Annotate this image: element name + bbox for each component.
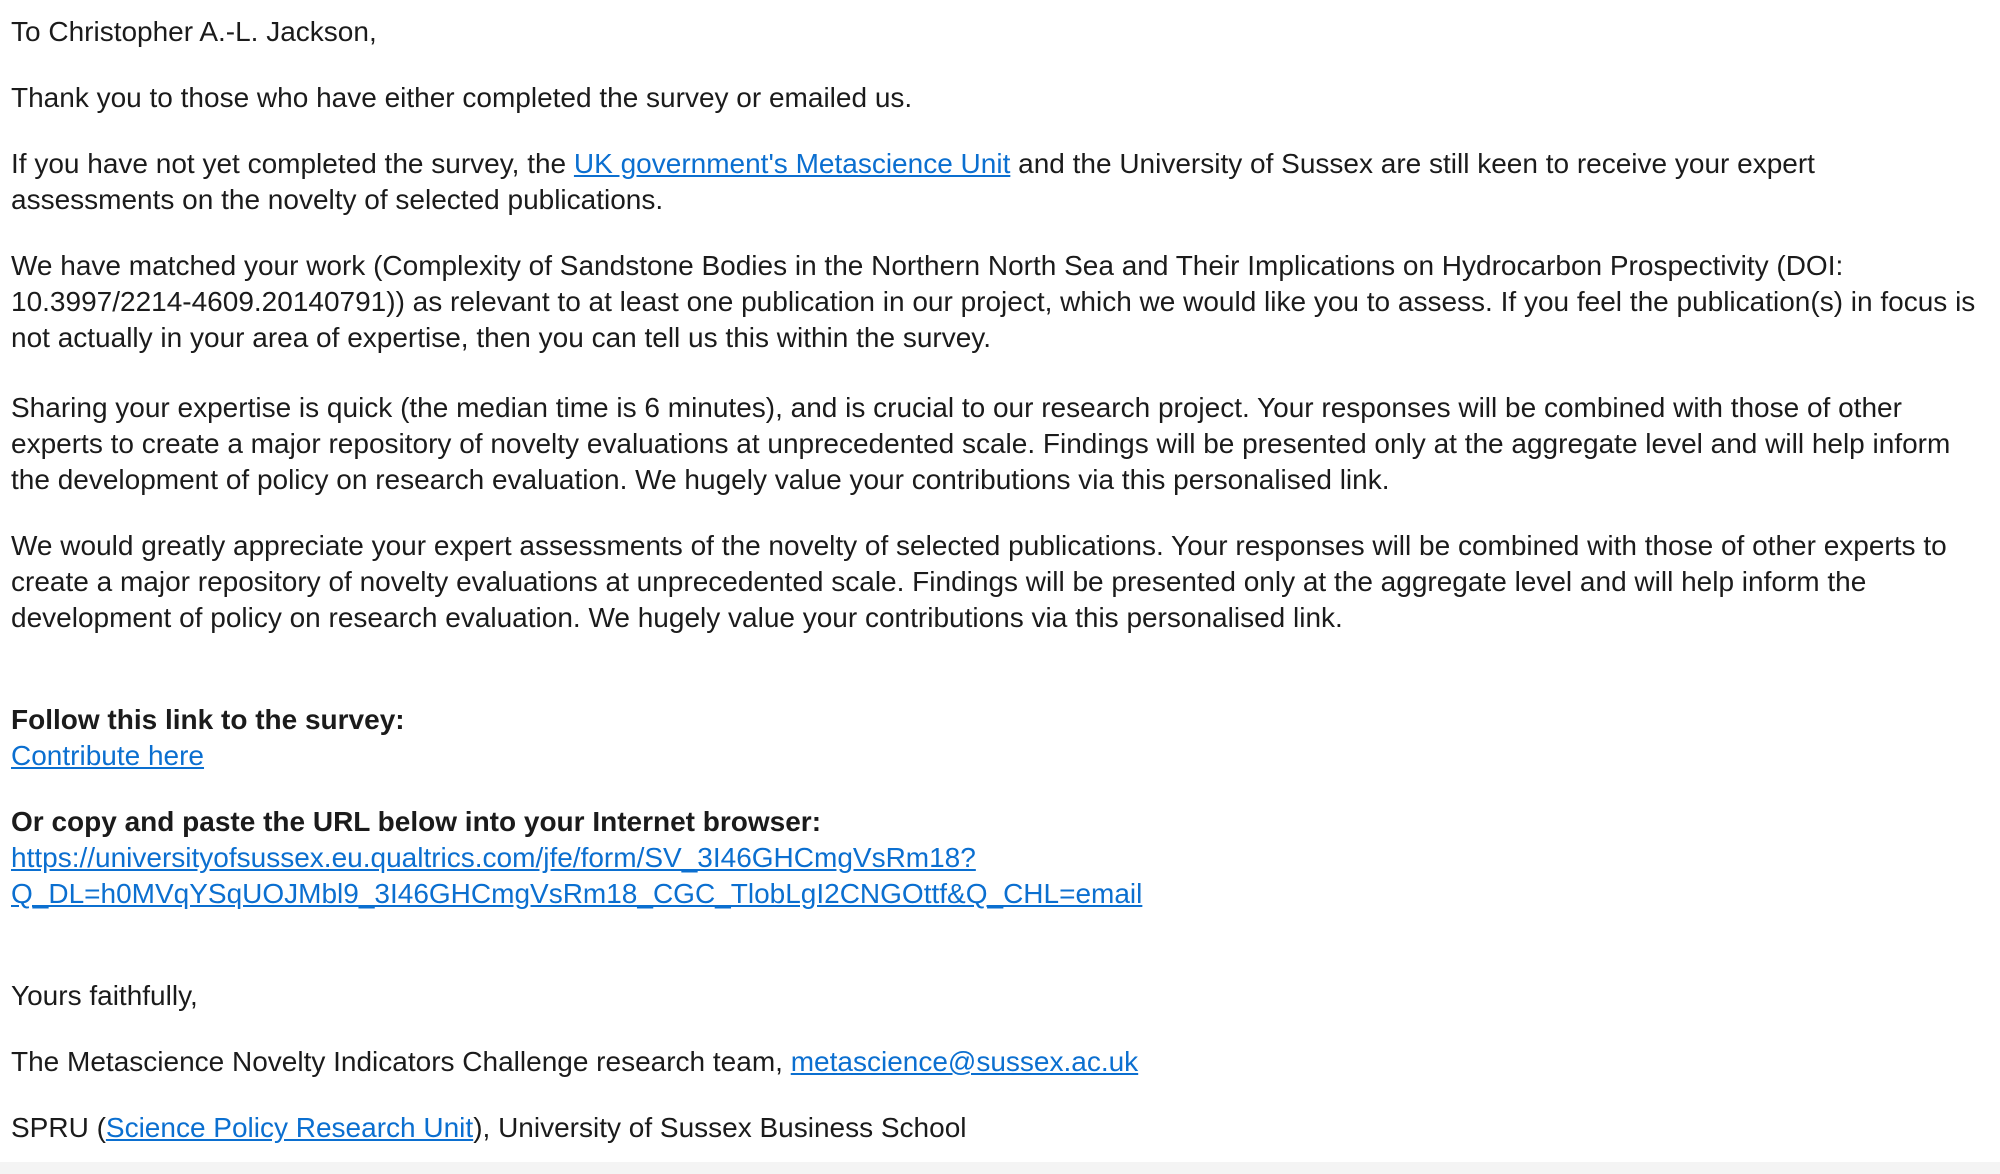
not-completed-text-start: If you have not yet completed the survey, the — [11, 148, 574, 179]
matched-work-paragraph: We have matched your work (Complexity of Sandstone Bodies in the Northern North Sea and Their Implications on Hydrocarbon Prospectivity (DOI: 10.3997/2214-4609.20140791)) as relevant to at least one publication in our project, which we would like you to assess. If you feel the publication(s) in focus is not actually in your area of expertise, then you can tell us this within the survey. — [11, 250, 1976, 353]
spru-link[interactable]: Science Policy Research Unit — [105, 1112, 474, 1143]
email-body — [11, 14, 1986, 1146]
greeting: To Christopher A.-L. Jackson, — [11, 16, 377, 47]
team-line — [11, 1044, 1986, 1080]
sharing-expertise-paragraph: Sharing your expertise is quick (the median time is 6 minutes), and is crucial to our research project. Your responses will be combined with those of other experts to create a major repository of novelty evaluations at unprecedented scale. Findings will be presented only at the aggregate level and will help inform the development of policy on research evaluation. We hugely value your contributions via this personalised link. — [11, 392, 1951, 495]
metascience-unit-link[interactable]: UK government's Metascience Unit — [573, 148, 1011, 179]
thanks-paragraph: Thank you to those who have either completed the survey or emailed us. — [11, 82, 913, 113]
survey-url-link-line1[interactable]: https://universityofsussex.eu.qualtrics.com/jfe/form/SV_3I46GHCmgVsRm18? — [11, 842, 976, 873]
follow-link-label: Follow this link to the survey: — [11, 704, 405, 735]
spru-text-start: SPRU ( — [11, 1112, 106, 1143]
signoff: Yours faithfully, — [11, 980, 198, 1011]
not-completed-paragraph — [11, 146, 1986, 218]
team-email-link[interactable]: metascience@sussex.ac.uk — [790, 1046, 1139, 1077]
appreciate-paragraph: We would greatly appreciate your expert assessments of the novelty of selected publications. Your responses will be combined with those of other experts to create a major repository of novelty evaluations at unprecedented scale. Findings will be presented only at the aggregate level and will help inform the development of policy on research evaluation. We hugely value your contributions via this personalised link. — [11, 530, 1947, 633]
team-text: The Metascience Novelty Indicators Challenge research team, — [11, 1046, 791, 1077]
bottom-edge — [0, 1162, 2000, 1174]
not-completed-text-end: and the University of Sussex are still keen to receive your expert assessments on the novelty of selected publications. — [11, 148, 1815, 215]
copy-url-label: Or copy and paste the URL below into your Internet browser: — [11, 806, 822, 837]
survey-url-link-line2[interactable]: Q_DL=h0MVqYSqUOJMbl9_3I46GHCmgVsRm18_CGC_TlobLgI2CNGOttf&Q_CHL=email — [11, 878, 1143, 909]
spru-text-end: ), University of Sussex Business School — [473, 1112, 967, 1143]
contribute-here-link[interactable]: Contribute here — [11, 740, 205, 771]
spru-line — [11, 1110, 1986, 1146]
survey-url-block — [11, 840, 1986, 912]
